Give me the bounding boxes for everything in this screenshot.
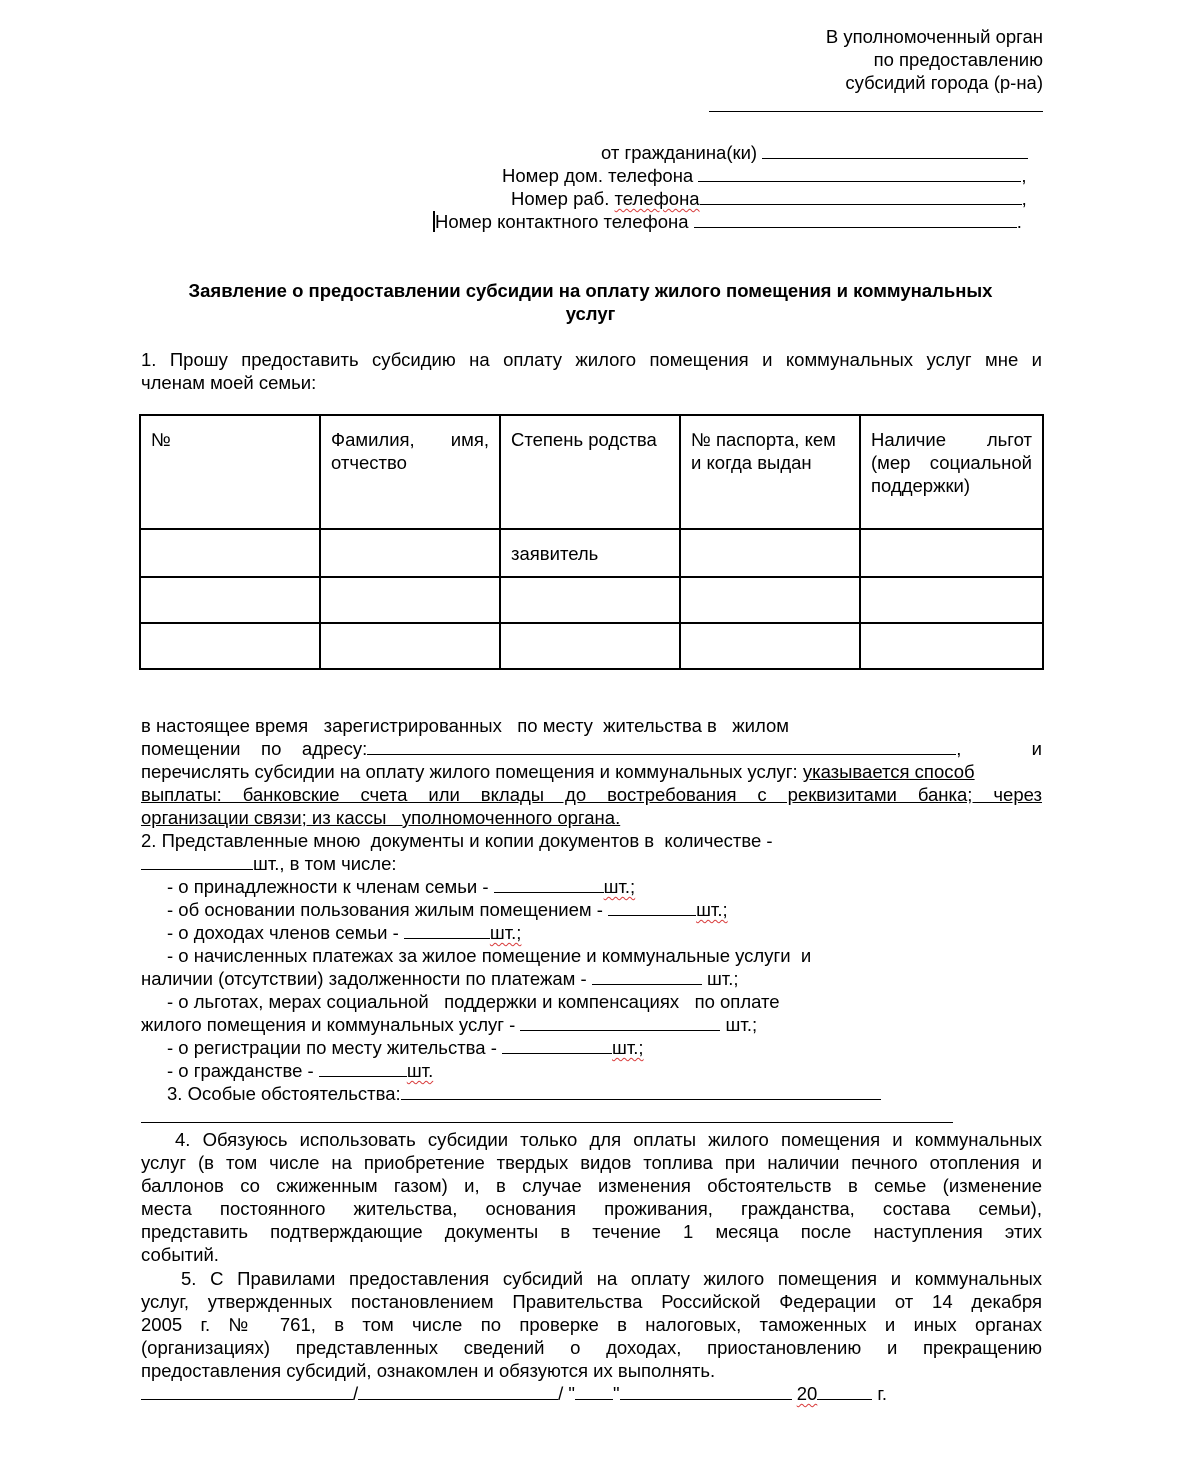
header-relationship: Степень родства (500, 415, 680, 529)
from-citizen-label: от гражданина(ки) (601, 142, 758, 163)
comma: , (1021, 188, 1027, 209)
cell-relationship[interactable] (500, 577, 680, 623)
registration-line-2 (141, 737, 1042, 760)
total-documents-field[interactable] (141, 853, 253, 870)
day-field[interactable] (575, 1382, 613, 1400)
section1-line-1: 1. Прошу предоставить субсидию на оплату жилого помещения и коммунальных услуг мне и (141, 349, 1042, 370)
doc-unit: шт.; (489, 922, 522, 943)
cell-passport[interactable] (680, 577, 860, 623)
section5-line-4: (организациях) представленных сведений о доходах, приостановлению и прекращению (141, 1337, 1042, 1358)
registration-line-5: организации связи; из кассы уполномоченного органа. (141, 807, 621, 828)
doc-unit: шт.; (720, 1014, 758, 1035)
doc-count-field[interactable] (319, 1060, 407, 1077)
doc-item-benefits-line-2 (141, 1013, 757, 1036)
section5-line-1: 5. С Правилами предоставления субсидий на оплату жилого помещения и коммунальных (181, 1268, 1042, 1289)
address-label: помещении по адресу: (141, 738, 368, 759)
doc-unit: шт.; (696, 899, 728, 920)
cell-full-name[interactable] (320, 577, 500, 623)
doc-item-payments-line-1: - о начисленных платежах за жилое помещение и коммунальные услуги и (167, 945, 812, 966)
quote: " (568, 1383, 575, 1404)
from-citizen-field[interactable] (762, 141, 1028, 159)
work-phone-row (511, 187, 1027, 210)
section5-line-5: предоставления субсидий, ознакомлен и обязуются их выполнять. (141, 1360, 716, 1381)
doc-item-citizenship (167, 1059, 433, 1082)
doc-count-field[interactable] (502, 1037, 612, 1054)
quote: " (613, 1383, 620, 1404)
transfer-text: перечислять субсидии на оплату жилого помещения и коммунальных услуг: (141, 761, 803, 782)
year-field[interactable] (817, 1383, 872, 1400)
doc-item-registration (167, 1036, 644, 1059)
header-number: № (140, 415, 320, 529)
doc-item-housing (167, 898, 728, 921)
total-documents-unit: шт., в том числе: (253, 853, 397, 874)
table-row (140, 623, 1043, 669)
cell-full-name[interactable] (320, 623, 500, 669)
cell-passport[interactable] (680, 529, 860, 577)
period: . (1016, 211, 1022, 232)
doc-item-label: - о принадлежности к членам семьи - (167, 876, 494, 897)
family-members-table (139, 414, 1044, 670)
year-suffix: г. (872, 1383, 888, 1404)
section2-line-2 (141, 852, 397, 875)
table-row (140, 577, 1043, 623)
doc-count-field[interactable] (404, 922, 490, 939)
cell-relationship[interactable] (500, 623, 680, 669)
contact-phone-label: Номер контактного телефона (435, 211, 689, 232)
section4-line-3: баллонов со сжиженным газом) и, в случае изменения обстоятельств в семье (изменение (141, 1175, 1042, 1196)
from-citizen-row (601, 141, 1028, 164)
cell-benefits[interactable] (860, 529, 1043, 577)
registration-line-3 (141, 760, 975, 783)
comma: , (1021, 165, 1027, 186)
doc-unit: шт.; (603, 876, 636, 897)
home-phone-field[interactable] (698, 164, 1021, 182)
doc-item-label: - о гражданстве - (167, 1060, 319, 1081)
cell-number[interactable] (140, 529, 320, 577)
cell-full-name[interactable] (320, 529, 500, 577)
doc-unit: шт. (406, 1060, 434, 1081)
header-passport: № паспорта, кем и когда выдан (680, 415, 860, 529)
section4-line-2: услуг (в том числе на приобретение твердых видов топлива при наличии печного отопления и (141, 1152, 1042, 1173)
doc-item-label: наличии (отсутствии) задолженности по платежам - (141, 968, 592, 989)
registration-line-4: выплаты: банковские счета или вклады до востребования с реквизитами банка; через (141, 784, 1042, 805)
section4-line-6: событий. (141, 1244, 219, 1265)
special-circumstances-label: 3. Особые обстоятельства: (167, 1083, 401, 1104)
document-title-line-1: Заявление о предоставлении субсидии на оплату жилого помещения и коммунальных (188, 280, 993, 301)
header-benefits: Наличие льгот (мер социальной поддержки) (860, 415, 1043, 529)
section2-line-1: 2. Представленные мною документы и копии документов в количестве - (141, 830, 773, 851)
signature-row (141, 1382, 887, 1405)
doc-item-label: - о доходах членов семьи - (167, 922, 404, 943)
and-word: и (1031, 738, 1042, 759)
section5-line-3: 2005 г. № 761, в том числе по проверке в налоговых, таможенных и иных органах (141, 1314, 1042, 1335)
registration-line-1: в настоящее время зарегистрированных по месту жительства в жилом (141, 715, 789, 736)
table-row (140, 529, 1043, 577)
section3-row (167, 1082, 881, 1105)
separator: / (558, 1383, 564, 1404)
special-circumstances-field-line-2[interactable] (141, 1105, 953, 1128)
doc-item-label: жилого помещения и коммунальных услуг - (141, 1014, 521, 1035)
home-phone-row (502, 164, 1027, 187)
contact-phone-field[interactable] (694, 210, 1017, 228)
contact-phone-row (433, 210, 1022, 233)
section1-line-2: членам моей семьи: (141, 372, 317, 393)
cell-number[interactable] (140, 623, 320, 669)
addressee-line-3: субсидий города (р-на) (845, 72, 1043, 93)
comma: , (956, 738, 962, 759)
doc-count-field[interactable] (520, 1013, 720, 1031)
doc-item-income (167, 921, 521, 944)
document-title-line-2: услуг (565, 303, 616, 324)
signature-field[interactable] (141, 1382, 353, 1400)
cell-number[interactable] (140, 577, 320, 623)
doc-unit: шт.; (701, 968, 739, 989)
separator: / (353, 1383, 359, 1404)
month-field[interactable] (620, 1383, 792, 1400)
section4-line-5: представить подтверждающие документы в течение 1 месяца после наступления этих (141, 1221, 1042, 1242)
name-field[interactable] (358, 1382, 558, 1400)
work-phone-label: Номер раб. телефона (511, 188, 700, 209)
table-header-row (140, 415, 1043, 529)
doc-item-benefits-line-1: - о льготах, мерах социальной поддержки и компенсациях по оплате (167, 991, 780, 1012)
year-prefix: 20 (796, 1383, 818, 1404)
addressee-line-1: В уполномоченный орган (825, 26, 1043, 47)
doc-item-label: - об основании пользования жилым помещением - (167, 899, 609, 920)
work-phone-field[interactable] (700, 188, 1022, 205)
doc-unit: шт.; (612, 1037, 644, 1058)
doc-item-payments-line-2 (141, 967, 739, 990)
special-circumstances-field[interactable] (401, 1082, 881, 1100)
payment-method-text: указывается способ (802, 761, 975, 782)
cell-benefits[interactable] (860, 577, 1043, 623)
cell-benefits[interactable] (860, 623, 1043, 669)
header-full-name: Фамилия, имя, отчество (320, 415, 500, 529)
cell-passport[interactable] (680, 623, 860, 669)
addressee-line-2: по предоставлению (873, 49, 1043, 70)
doc-item-label: - о регистрации по месту жительства - (167, 1037, 503, 1058)
section4-line-1: 4. Обязуюсь использовать субсидии только для оплаты жилого помещения и коммунальных (175, 1129, 1042, 1150)
cell-relationship[interactable]: заявитель (500, 529, 680, 577)
home-phone-label: Номер дом. телефона (502, 165, 694, 186)
doc-count-field[interactable] (494, 876, 604, 893)
addressee-blank[interactable] (709, 94, 1043, 117)
address-field[interactable] (367, 737, 956, 755)
section5-line-2: услуг, утвержденных постановлением Правительства Российской Федерации от 14 декабря (141, 1291, 1042, 1312)
doc-item-family (167, 875, 635, 898)
doc-count-field[interactable] (608, 899, 696, 916)
doc-count-field[interactable] (592, 967, 702, 985)
section4-line-4: места постоянного жительства, основания проживания, гражданства, состава семьи), (141, 1198, 1042, 1219)
